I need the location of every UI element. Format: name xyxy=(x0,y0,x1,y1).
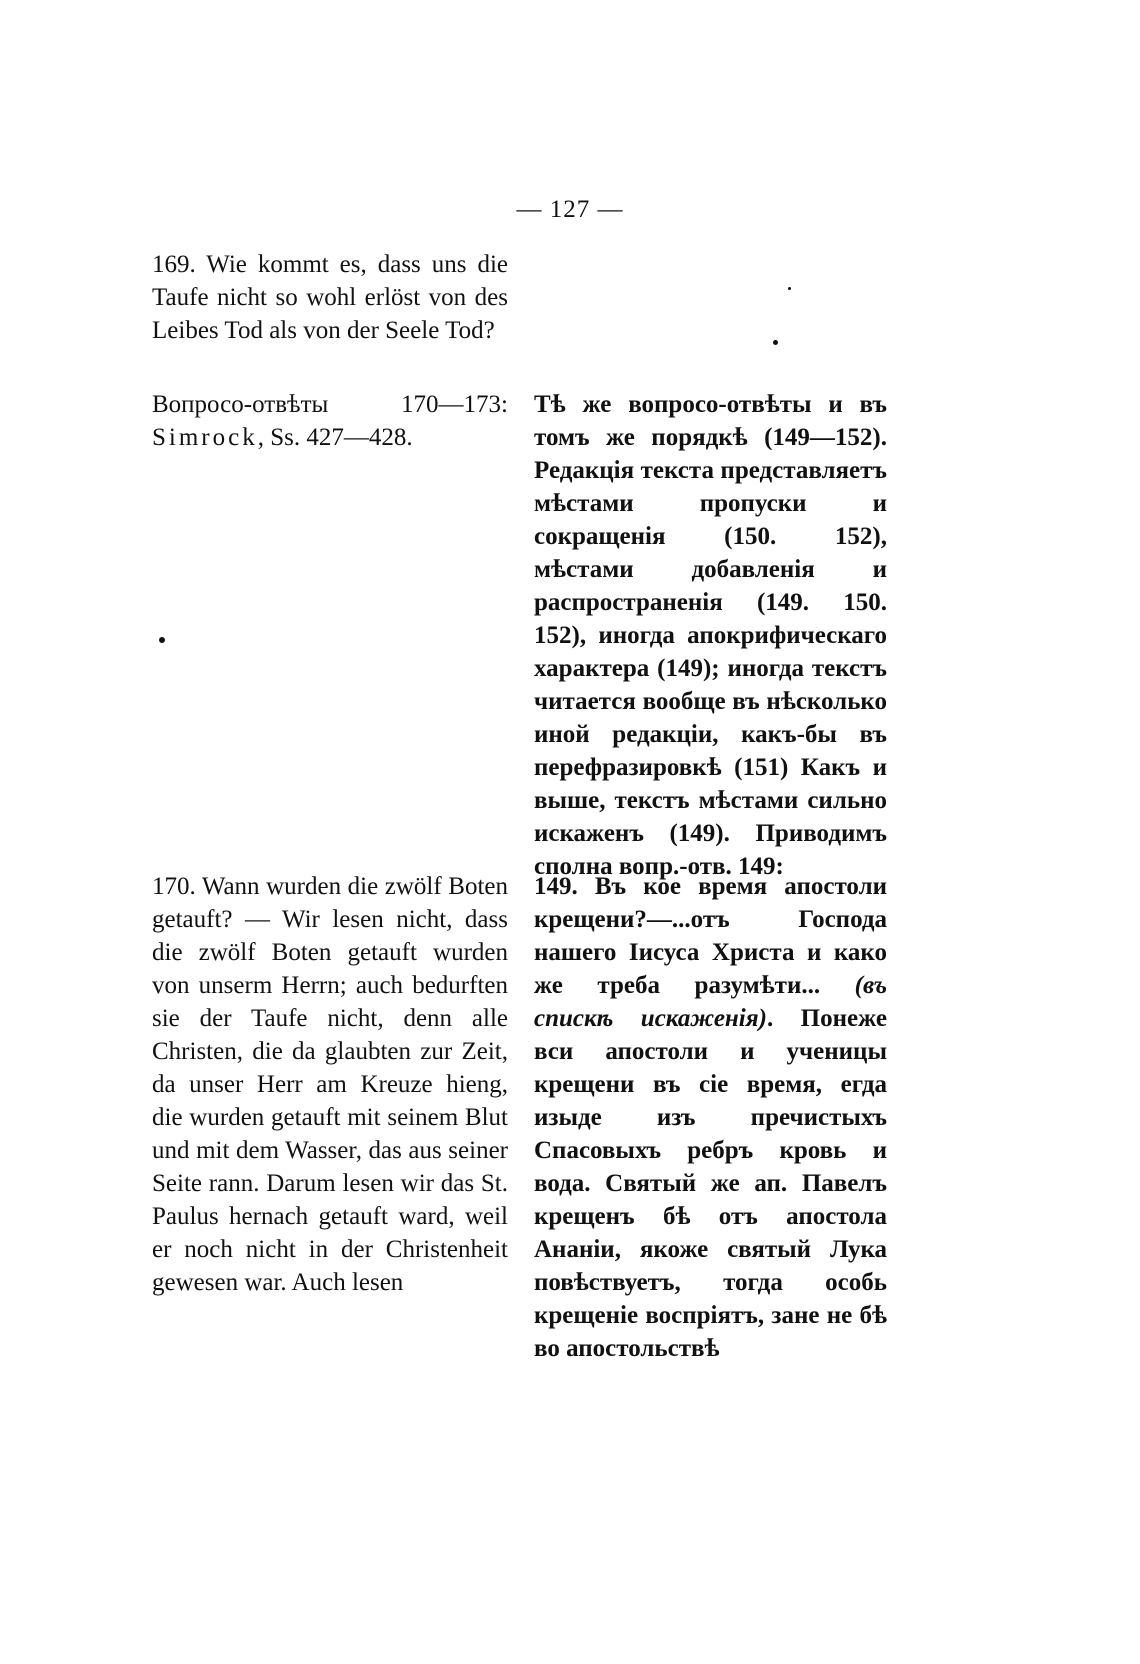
answer-149-part1: 149. Въ кое время апостоли крещени?—...отъ Господа нашего Іисуса Христа и како же треба разумѣти... xyxy=(534,873,887,999)
answer-149-italic: (въ спискѣ искаженія) xyxy=(534,972,887,1032)
question-170-text: 170. Wann wurden die zwölf Boten getauft? — Wir lesen nicht, dass die zwölf Boten getauft wurden von unserm Herrn; auch bedurften sie der Taufe nicht, denn alle Christen, die da glaubten zur Zeit, da unser Herr am Kreuze hieng, die wurden getauft mit seinem Blut und mit dem Wasser, das aus seiner Seite rann. Darum lesen wir das St. Paulus hernach getauft ward, weil er noch nicht in der Christenheit gewesen war. Auch lesen xyxy=(152,873,508,1296)
simrock-reference xyxy=(152,388,508,454)
answer-149 xyxy=(534,870,887,1365)
question-170 xyxy=(152,870,508,1299)
question-169-text: 169. Wie kommt es, dass uns die Taufe nicht so wohl erlöst von des Leibes Tod als von der Seele Tod? xyxy=(152,251,508,344)
editorial-note-text: Тѣ же вопросо-отвѣты и въ томъ же порядкѣ (149—152). Редакція текста представляетъ мѣстами пропуски и сокращенія (150. 152), мѣстами добавленія и распространенія (149. 150. 152), иногда апокрифическаго характера (149); иногда текстъ читается вообще въ нѣсколько иной редакціи, какъ-бы въ перефразировкѣ (151) Какъ и выше, текстъ мѣстами сильно искаженъ (149). Приводимъ сполна вопр.-отв. 149: xyxy=(534,391,887,880)
ink-speck xyxy=(159,637,165,643)
reference-author: Simrock xyxy=(152,424,258,451)
answer-149-part2: . Понеже вси апостоли и ученицы крещени въ сіе время, егда изыде изъ пречистыхъ Спасовыхъ ребръ кровь и вода. Святый же ап. Павелъ крещенъ бѣ отъ апостола Ананіи, якоже святый Лука повѣствуетъ, тогда особь крещеніе воспріятъ, зане не бѣ во апостольствѣ xyxy=(534,1005,887,1362)
ink-speck xyxy=(788,287,791,290)
ink-speck xyxy=(773,340,778,345)
reference-prefix: Вопросо-отвѣты 170—173: xyxy=(152,391,508,418)
question-169 xyxy=(152,248,508,347)
reference-suffix: , Ss. 427—428. xyxy=(257,424,413,451)
page-number: — 127 — xyxy=(516,196,624,223)
editorial-note xyxy=(534,388,887,883)
